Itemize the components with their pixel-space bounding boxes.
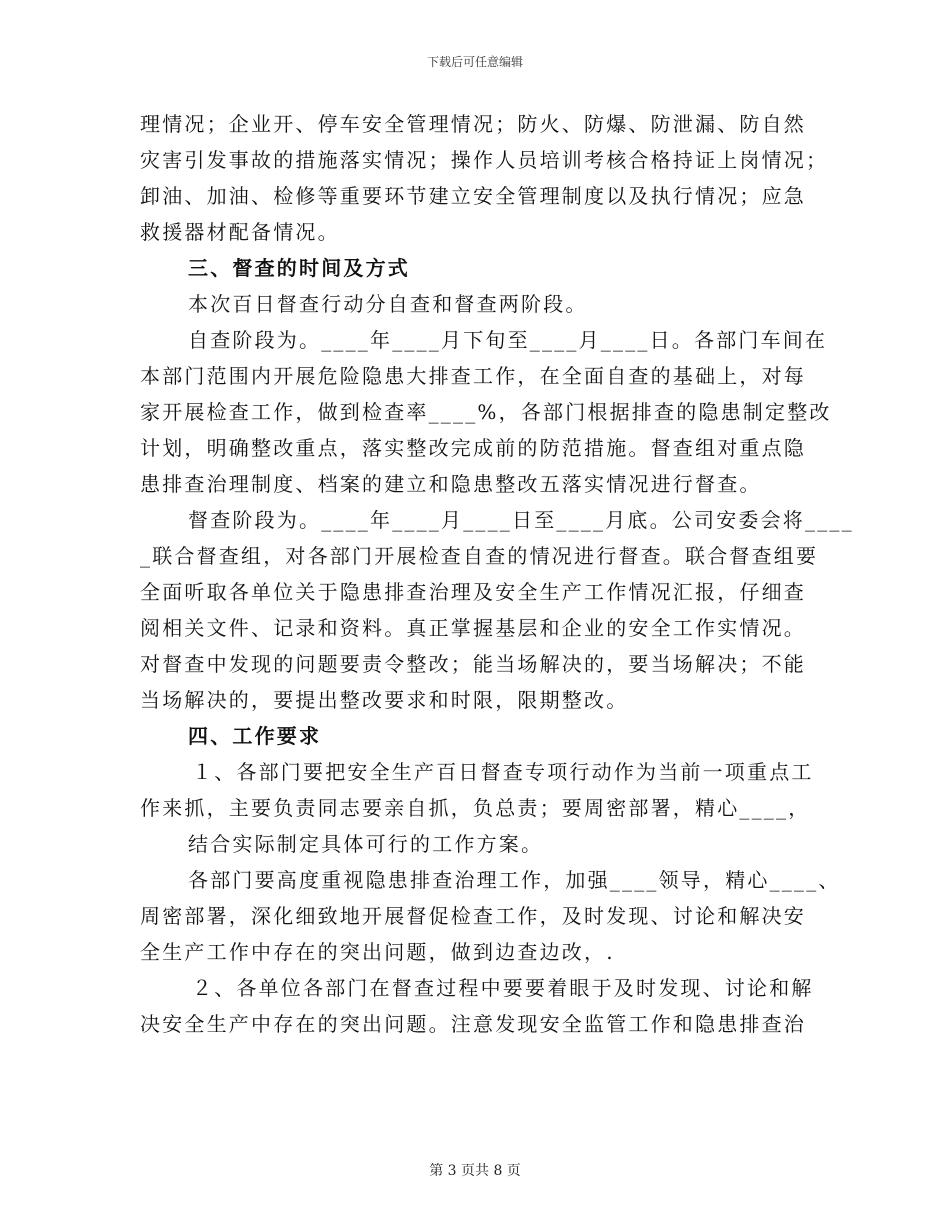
text-line: 决安全生产中存在的突出问题。注意发现安全监管工作和隐患排查治 (140, 1012, 806, 1036)
text-line: 救援器材配备情况。 (140, 220, 340, 244)
text-line: 作来抓，主要负责同志要亲自抓，负总责；要周密部署，精心____， (140, 796, 811, 820)
text-line: ２、各单位各部门在督查过程中要要着眼于及时发现、讨论和解 (192, 976, 814, 1000)
text-line: 当场解决的，要提出整改要求和时限，限期整改。 (140, 688, 629, 712)
text-line: 自查阶段为。____年____月下旬至____月____日。各部门车间在 (188, 328, 828, 352)
section-heading: 三、督查的时间及方式 (188, 256, 410, 280)
text-line: 家开展检查工作，做到检查率____%，各部门根据排查的隐患制定整改 (140, 400, 832, 424)
text-line: _联合督查组，对各部门开展检查自查的情况进行督查。联合督查组要 (140, 544, 819, 568)
text-line: 周密部署，深化细致地开展督促检查工作，及时发现、讨论和解决安 (140, 904, 806, 928)
text-line: 督查阶段为。____年____月____日至____月底。公司安委会将____ (188, 508, 854, 532)
text-line: 卸油、加油、检修等重要环节建立安全管理制度以及执行情况；应急 (140, 184, 806, 208)
text-line: １、各部门要把安全生产百日督查专项行动作为当前一项重点工 (192, 760, 814, 784)
text-line: 各部门要高度重视隐患排查治理工作，加强____领导，精心____、 (188, 868, 841, 892)
text-line: 本部门范围内开展危险隐患大排查工作，在全面自查的基础上，对每 (140, 364, 806, 388)
text-line: 全生产工作中存在的突出问题，做到边查边改，. (140, 940, 615, 964)
text-line: 本次百日督查行动分自查和督查两阶段。 (188, 292, 588, 316)
text-line: 患排查治理制度、档案的建立和隐患整改五落实情况进行督查。 (140, 472, 762, 496)
text-line: 理情况；企业开、停车安全管理情况；防火、防爆、防泄漏、防自然 (140, 112, 806, 136)
page-footer: 第 3 页共 8 页 (429, 1163, 521, 1179)
text-line: 灾害引发事故的措施落实情况；操作人员培训考核合格持证上岗情况； (140, 148, 829, 172)
page-header: 下载后可任意编辑 (426, 55, 523, 69)
text-line: 结合实际制定具体可行的工作方案。 (188, 832, 544, 856)
section-heading: 四、工作要求 (188, 724, 322, 748)
text-line: 对督查中发现的问题要责令整改；能当场解决的，要当场解决；不能 (140, 652, 806, 676)
text-line: 计划，明确整改重点，落实整改完成前的防范措施。督查组对重点隐 (140, 436, 806, 460)
text-line: 阅相关文件、记录和资料。真正掌握基层和企业的安全工作实情况。 (140, 616, 806, 640)
document-body (140, 106, 854, 1042)
text-line: 全面听取各单位关于隐患排查治理及安全生产工作情况汇报，仔细查 (140, 580, 806, 604)
